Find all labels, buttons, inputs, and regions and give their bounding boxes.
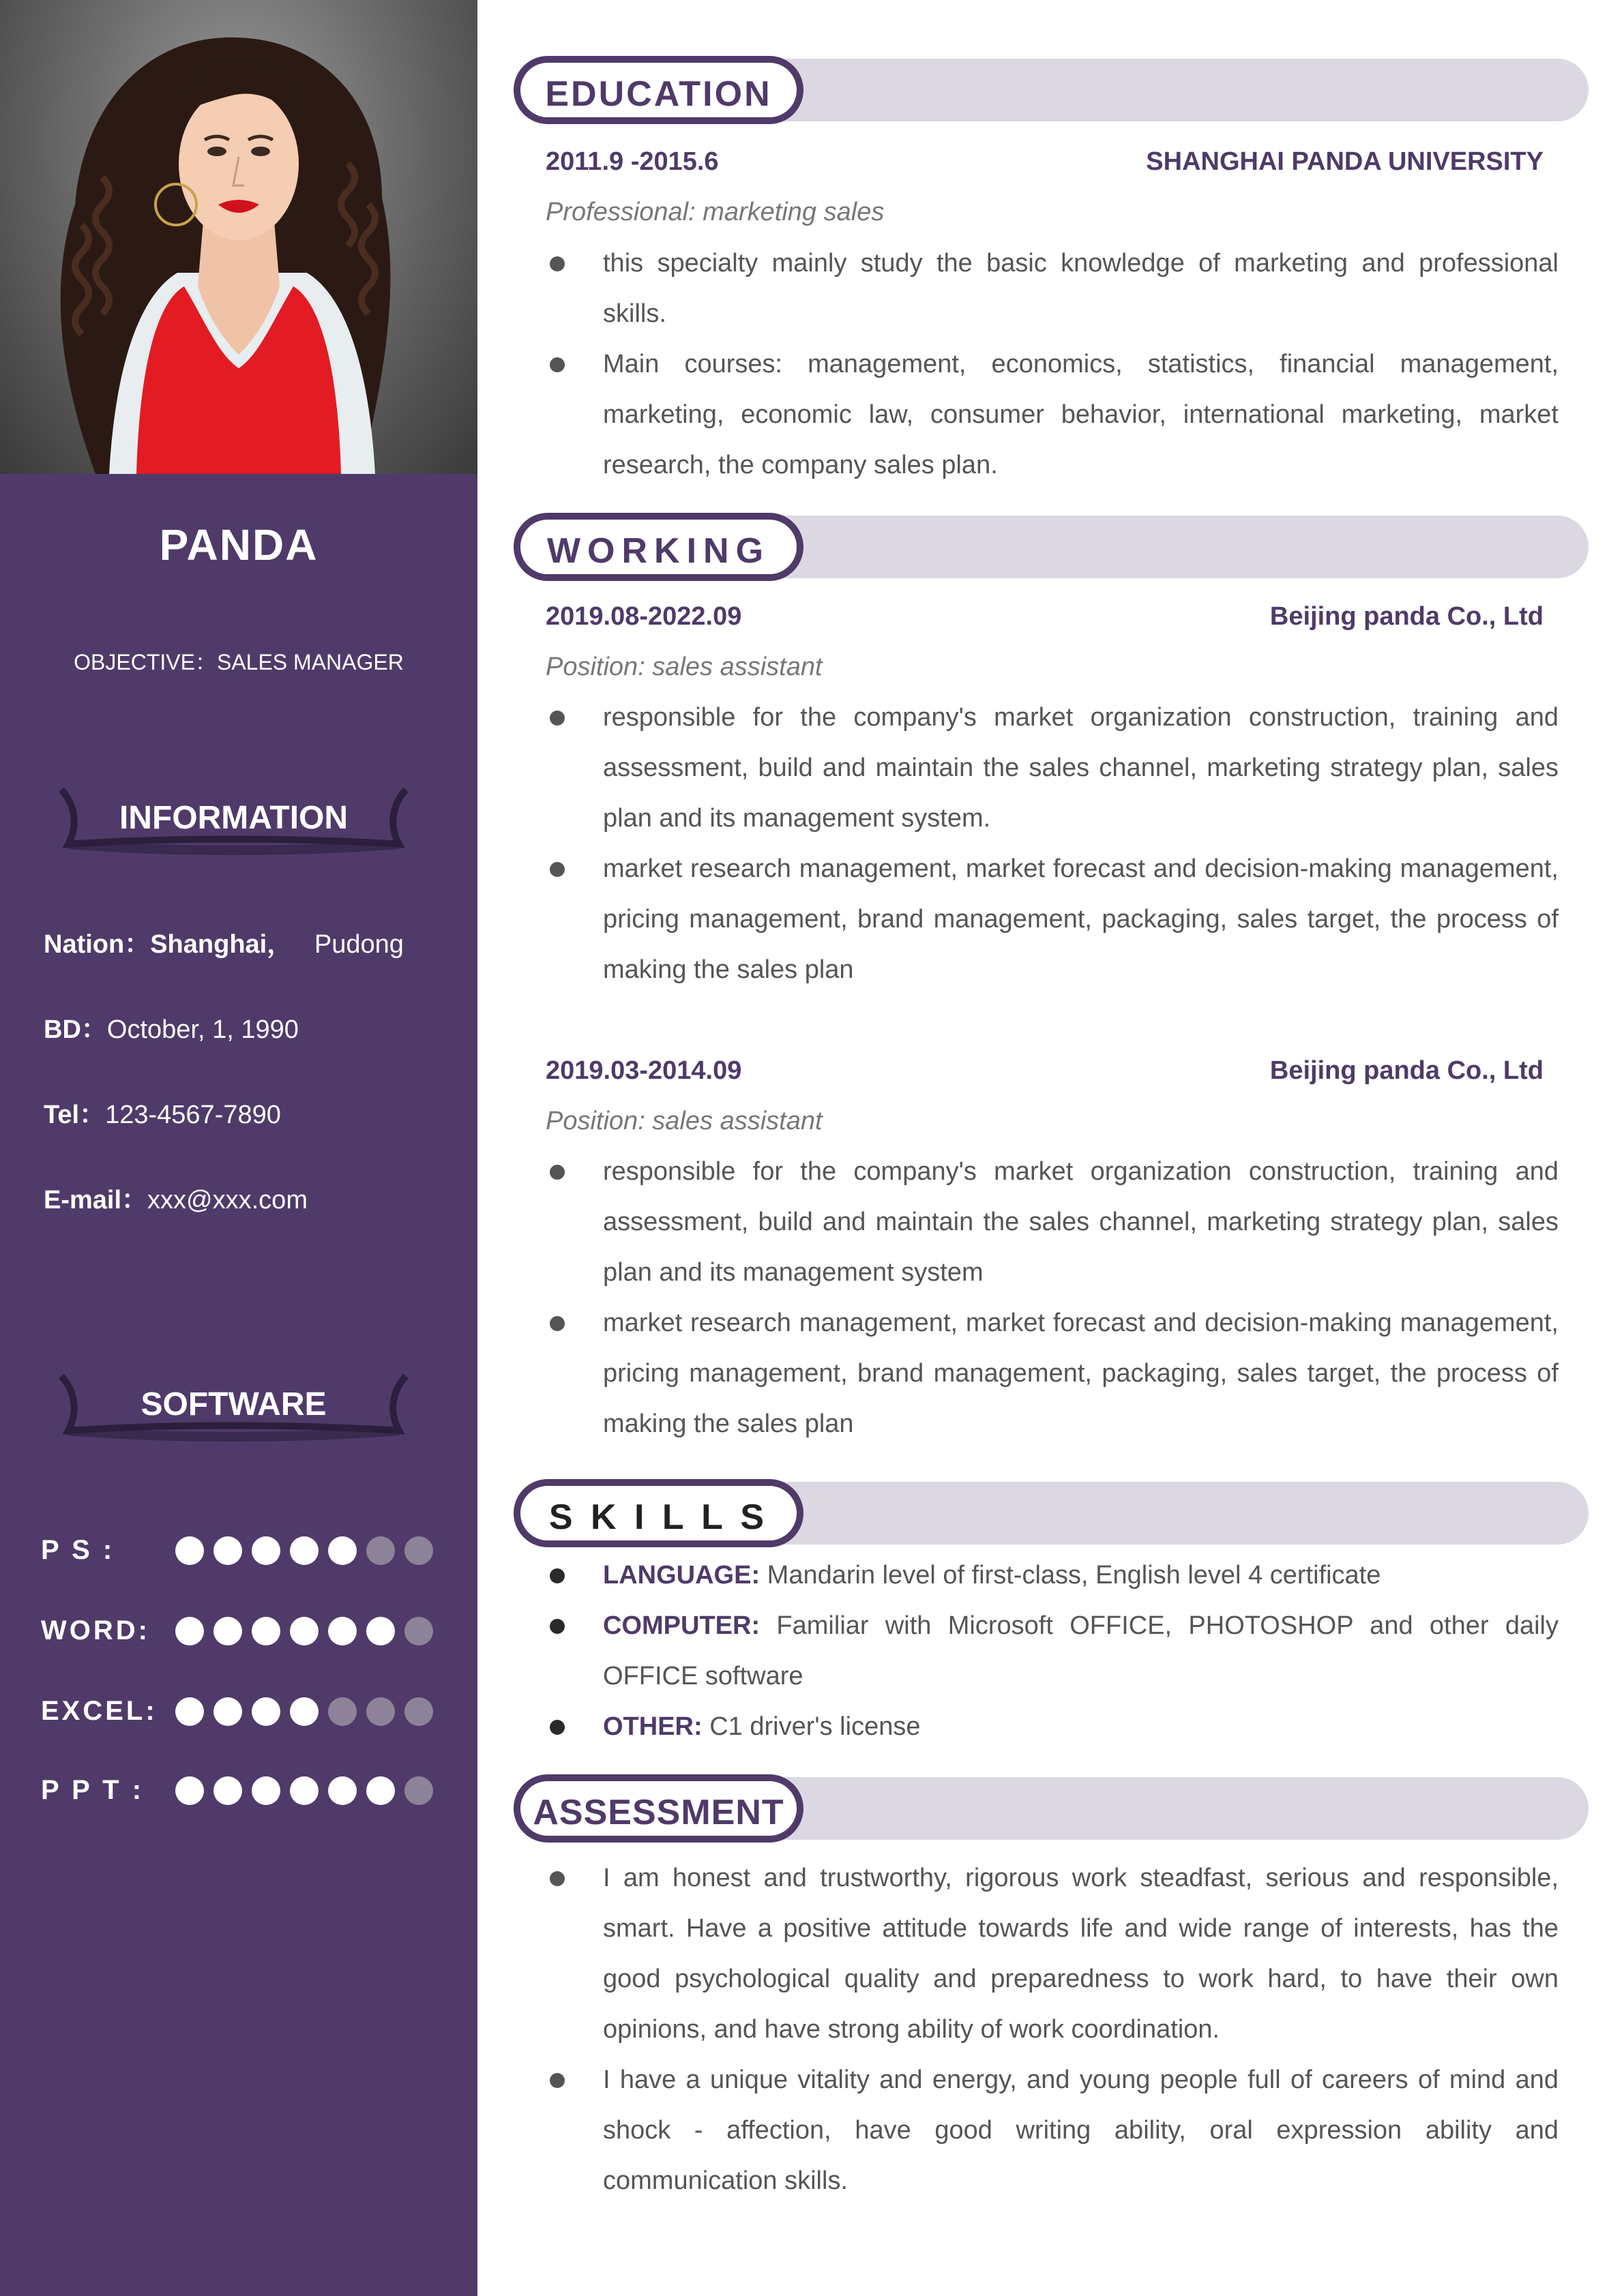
- list-item: Main courses: management, economics, statistics, financial management, marketing, economic law, consumer behavior, international marketing, market research, the company sales plan.: [546, 339, 1559, 490]
- rating-dot-filled: [366, 1617, 395, 1645]
- list-item: OTHER: C1 driver's license: [546, 1701, 1559, 1752]
- rating-dot-filled: [290, 1617, 319, 1645]
- info-phone: Tel：123-4567-7890: [44, 1101, 281, 1129]
- education-header: [514, 56, 1589, 124]
- rating-dot-filled: [213, 1536, 242, 1565]
- rating-dot-filled: [290, 1776, 319, 1805]
- list-item: market research management, market forecast and decision-making management, pricing management, brand management, packaging, sales target, the process of making the sales plan: [546, 1298, 1559, 1449]
- job-position: Position: sales assistant: [546, 1107, 823, 1135]
- rating-dot-filled: [328, 1617, 357, 1645]
- rating-dots: [175, 1776, 433, 1805]
- working-title: WORKING: [546, 531, 771, 571]
- education-title: EDUCATION: [545, 74, 772, 114]
- rating-dot-filled: [252, 1536, 280, 1565]
- information-ribbon: [48, 784, 419, 859]
- job-position: Position: sales assistant: [546, 653, 823, 681]
- job-company: Beijing panda Co., Ltd: [1269, 1056, 1544, 1085]
- software-excel: [41, 1692, 450, 1733]
- rating-dot-filled: [175, 1536, 204, 1565]
- info-nation: Nation：Shanghai， Pudong: [44, 930, 404, 959]
- rating-dots: [175, 1617, 433, 1645]
- education-school: SHANGHAI PANDA UNIVERSITY: [1146, 147, 1544, 176]
- software-ps: [41, 1531, 450, 1572]
- rating-dot-filled: [328, 1776, 357, 1805]
- rating-dot-empty: [404, 1776, 433, 1805]
- job-date: 2019.08-2022.09: [546, 602, 742, 631]
- software-ppt: [41, 1771, 450, 1812]
- assessment-list: [546, 1853, 1559, 2206]
- list-item: this specialty mainly study the basic knowledge of marketing and professional skills.: [546, 238, 1559, 339]
- software-title: SOFTWARE: [141, 1386, 327, 1422]
- rating-dot-filled: [252, 1697, 280, 1726]
- rating-dot-filled: [328, 1536, 357, 1565]
- skills-header: [514, 1479, 1589, 1547]
- rating-dots: [175, 1536, 433, 1565]
- info-email: E-mail：xxx@xxx.com: [44, 1186, 308, 1214]
- information-title: INFORMATION: [119, 800, 349, 836]
- rating-dot-filled: [252, 1776, 280, 1805]
- rating-dot-filled: [175, 1617, 204, 1645]
- software-word: [41, 1611, 450, 1652]
- info-birthday: BD：October, 1, 1990: [44, 1015, 299, 1044]
- rating-dot-filled: [213, 1617, 242, 1645]
- software-label: EXCEL:: [41, 1696, 158, 1726]
- assessment-header: [514, 1774, 1589, 1843]
- candidate-name: PANDA: [159, 520, 319, 569]
- rating-dot-empty: [404, 1536, 433, 1565]
- rating-dot-filled: [290, 1536, 319, 1565]
- rating-dot-filled: [213, 1697, 242, 1726]
- skills-list: [546, 1550, 1559, 1752]
- education-list: [546, 238, 1559, 490]
- list-item: COMPUTER: Familiar with Microsoft OFFICE, PHOTOSHOP and other daily OFFICE software: [546, 1600, 1559, 1701]
- sidebar: [0, 0, 477, 2296]
- objective-text: OBJECTIVE：SALES MANAGER: [74, 650, 404, 674]
- list-item: market research management, market forecast and decision-making management, pricing management, brand management, packaging, sales target, the process of making the sales plan: [546, 844, 1559, 995]
- job-date: 2019.03-2014.09: [546, 1056, 742, 1085]
- rating-dot-filled: [175, 1776, 204, 1805]
- rating-dot-empty: [366, 1536, 395, 1565]
- rating-dot-filled: [290, 1697, 319, 1726]
- assessment-title: ASSESSMENT: [533, 1793, 784, 1832]
- rating-dot-filled: [213, 1776, 242, 1805]
- list-item: LANGUAGE: Mandarin level of first-class, English level 4 certificate: [546, 1550, 1559, 1600]
- list-item: responsible for the company's market organization construction, training and assessment, build and maintain the sales channel, marketing strategy plan, sales plan and its management system: [546, 1146, 1559, 1298]
- rating-dot-filled: [175, 1697, 204, 1726]
- list-item: I have a unique vitality and energy, and young people full of careers of mind and shock - affection, have good writing ability, oral expression ability and communication skills.: [546, 2055, 1559, 2206]
- software-label: WORD:: [41, 1615, 150, 1645]
- job-company: Beijing panda Co., Ltd: [1269, 602, 1544, 631]
- job-duties: [546, 1146, 1559, 1449]
- list-item: responsible for the company's market organization construction, training and assessment, build and maintain the sales channel, marketing strategy plan, sales plan and its management system.: [546, 692, 1559, 844]
- software-label: P P T :: [41, 1775, 145, 1805]
- rating-dot-filled: [366, 1776, 395, 1805]
- list-item: I am honest and trustworthy, rigorous work steadfast, serious and responsible, smart. Have a positive attitude towards life and wide range of interests, has the good psychological quality and preparedness to work hard, to have their own opinions, and have strong ability of work coordination.: [546, 1853, 1559, 2055]
- rating-dot-empty: [404, 1617, 433, 1645]
- education-date: 2011.9 -2015.6: [546, 147, 719, 176]
- rating-dot-empty: [328, 1697, 357, 1726]
- rating-dot-filled: [252, 1617, 280, 1645]
- profile-photo: [0, 0, 477, 474]
- software-ribbon: [48, 1371, 419, 1446]
- education-professional: Professional: marketing sales: [546, 198, 885, 226]
- software-label: P S :: [41, 1535, 115, 1565]
- skills-title: S K I L L S: [548, 1497, 769, 1537]
- job-duties: [546, 692, 1559, 995]
- rating-dot-empty: [404, 1697, 433, 1726]
- rating-dots: [175, 1697, 433, 1726]
- rating-dot-empty: [366, 1697, 395, 1726]
- working-header: [514, 513, 1589, 581]
